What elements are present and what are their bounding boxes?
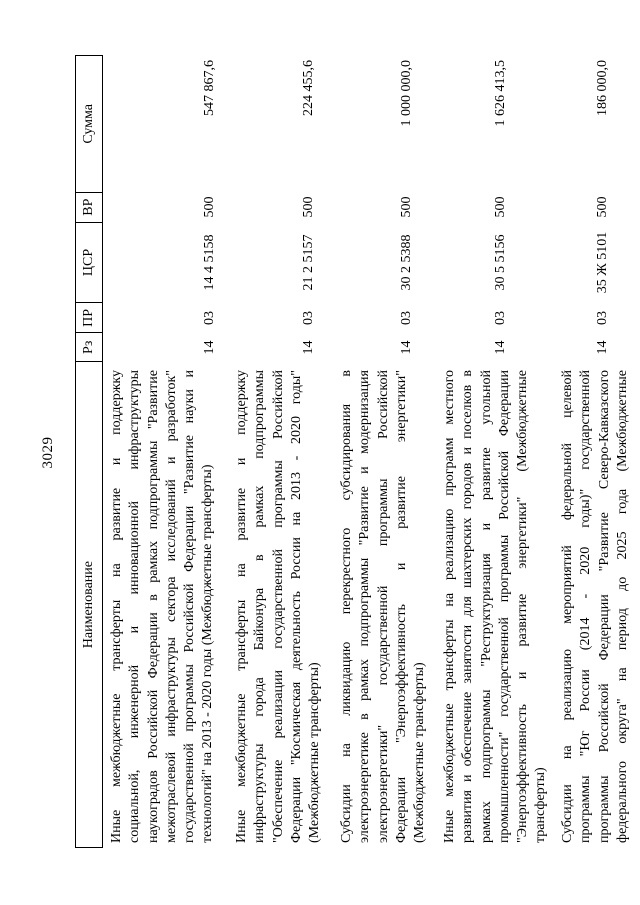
pr-cell: 03 bbox=[399, 311, 414, 325]
vr-cell: 500 bbox=[595, 196, 610, 218]
name-line: федерального округа" на период до 2025 года (Межбюджетные bbox=[614, 370, 630, 843]
name-line: электроэнергетики" государственной программы Российской bbox=[375, 370, 391, 843]
name-line: промышленности" государственной программы Российской Федерации bbox=[496, 370, 512, 843]
name-line: "Энергоэффективность и развитие энергетики" (Межбюджетные bbox=[515, 370, 531, 843]
csr-cell: 35 Ж 5101 bbox=[595, 231, 610, 294]
column-header-csr: ЦСР bbox=[76, 223, 102, 304]
table-row bbox=[225, 55, 330, 848]
rz-cell: 14 bbox=[595, 340, 610, 355]
name-cell bbox=[330, 362, 436, 848]
name-line: программы Российской Федерации "Развитие Северо-Кавказского bbox=[596, 370, 612, 843]
rz-cell: 14 bbox=[493, 340, 508, 355]
name-line: социальной, инженерной и инновационной инфраструктуры bbox=[127, 370, 143, 843]
name-line: Федерации "Энергоэффективность и развитие энергетики" bbox=[393, 370, 409, 843]
rz-cell: 14 bbox=[301, 340, 316, 355]
vr-cell: 500 bbox=[301, 196, 316, 218]
column-header-rz: Рз bbox=[76, 333, 102, 362]
sum-cell: 224 455,6 bbox=[301, 60, 316, 116]
name-line: Иные межбюджетные трансферты на развитие и поддержку bbox=[109, 370, 124, 843]
sum-cell: 1 000 000,0 bbox=[399, 60, 414, 127]
pr-cell: 03 bbox=[493, 311, 508, 325]
name-line: рамках подпрограммы "Реструктуризация и развитие угольной bbox=[478, 370, 494, 843]
name-line: программы "Юг России (2014 - 2020 годы)" государственной bbox=[578, 370, 594, 843]
column-header-name: Наименование bbox=[81, 561, 96, 649]
name-line: наукоградов Российской Федерации в рамках подпрограммы "Развитие bbox=[145, 370, 161, 843]
name-line: электроэнергетике в рамках подпрограммы "Развитие и модернизация bbox=[357, 370, 373, 843]
pr-cell: 03 bbox=[301, 311, 316, 325]
table-row bbox=[103, 55, 225, 848]
table-header-row bbox=[75, 55, 103, 848]
name-line: Иные межбюджетные трансферты на реализацию программ местного bbox=[442, 370, 457, 843]
name-line: (Межбюджетные трансферты) bbox=[412, 662, 428, 843]
pr-cell: 03 bbox=[595, 311, 610, 325]
vr-cell: 500 bbox=[202, 196, 217, 218]
csr-cell: 30 2 5388 bbox=[399, 234, 414, 291]
budget-table bbox=[75, 55, 640, 848]
name-cell bbox=[225, 362, 330, 848]
name-line: развития и обеспечение занятости для шахтерских городов и поселков в bbox=[460, 370, 476, 843]
name-line: инфраструктуры города Байконура в рамках подпрограммы bbox=[252, 370, 268, 843]
vr-cell: 500 bbox=[399, 196, 414, 218]
name-line: государственной программы Российской Федерации "Развитие науки и bbox=[182, 370, 198, 843]
rz-cell: 14 bbox=[399, 340, 414, 355]
name-line: Федерации "Космическая деятельность России на 2013 - 2020 годы" bbox=[288, 370, 304, 843]
table-row bbox=[436, 55, 554, 848]
sum-cell: 186 000,0 bbox=[595, 60, 610, 116]
name-line: (Межбюджетные трансферты) bbox=[307, 662, 323, 843]
rz-cell: 14 bbox=[202, 340, 217, 355]
name-line: технологий" на 2013 - 2020 годы (Межбюджетные трансферты) bbox=[200, 464, 216, 843]
column-header-sum: Сумма bbox=[76, 56, 102, 193]
sum-cell: 547 867,6 bbox=[202, 60, 217, 116]
csr-cell: 21 2 5157 bbox=[301, 234, 316, 291]
csr-cell: 14 4 5158 bbox=[202, 234, 217, 291]
name-line: межотраслевой инфраструктуры сектора исследований и разработок" bbox=[163, 370, 179, 843]
column-header-vr: ВР bbox=[76, 193, 102, 223]
name-cell bbox=[554, 362, 640, 848]
name-line: Субсидии на ликвидацию перекрестного субсидирования в bbox=[339, 370, 354, 843]
name-line: Иные межбюджетные трансферты на развитие и поддержку bbox=[234, 370, 249, 843]
pr-cell: 03 bbox=[202, 311, 217, 325]
name-line: Субсидии на реализацию мероприятий федеральной целевой bbox=[560, 370, 575, 843]
name-line: "Обеспечение реализации государственной программы Российской bbox=[270, 370, 286, 843]
table-row bbox=[554, 55, 640, 848]
vr-cell: 500 bbox=[493, 196, 508, 218]
table-row bbox=[330, 55, 436, 848]
page-number: 3029 bbox=[40, 436, 56, 469]
sum-cell: 1 626 413,5 bbox=[493, 60, 508, 127]
column-header-pr: ПР bbox=[76, 303, 102, 333]
name-cell bbox=[103, 362, 225, 848]
name-line: трансферты) bbox=[533, 767, 549, 843]
name-cell bbox=[436, 362, 554, 848]
csr-cell: 30 5 5156 bbox=[493, 234, 508, 291]
table-body bbox=[103, 55, 640, 848]
